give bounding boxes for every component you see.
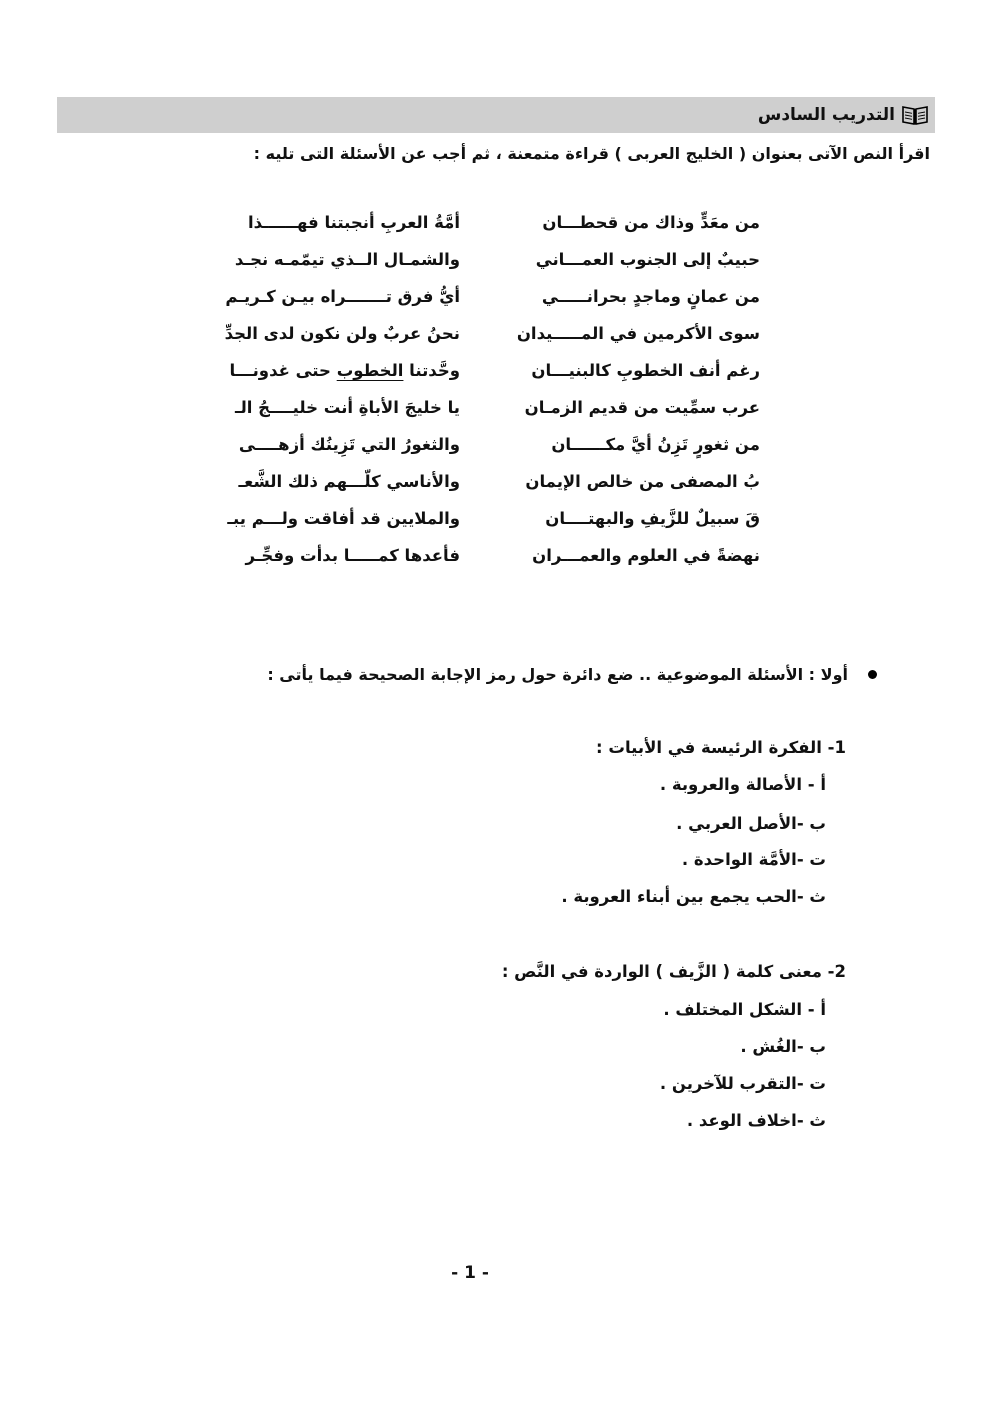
verse-second-hemistich: من معَدٍّ وذاك من قحطـــان: [542, 213, 760, 232]
verse-first-hemistich: والملايين قد أفاقت ولـــم يبـ: [227, 509, 460, 528]
question-1: 1- الفكرة الرئيسة في الأبيات :: [596, 738, 846, 757]
poem-verse: [0, 435, 992, 472]
verse-first-hemistich: والشمـال الــذي تيمّمـه نجـد: [234, 250, 460, 269]
bullet-icon: [868, 670, 877, 679]
poem-verse: [0, 472, 992, 509]
exercise-title: التدريب السادس: [757, 105, 895, 125]
answer-option[interactable]: ت -الأمَّة الواحدة .: [681, 850, 826, 869]
answer-option[interactable]: ث -الحب يجمع بين أبناء العروبة .: [561, 887, 826, 906]
verse-second-hemistich: من ثغورٍ تَزِنُ أيَّ مكــــــان: [551, 435, 760, 454]
answer-option[interactable]: ث -اخلاف الوعد .: [686, 1111, 826, 1130]
answer-option[interactable]: أ - الأصالة والعروبة .: [659, 775, 826, 794]
verse-second-hemistich: قَ سبيلٌ للزَّيفِ والبهتــــان: [545, 509, 760, 528]
poem-verse: [0, 361, 992, 398]
poem: [0, 213, 992, 583]
poem-verse: [0, 324, 992, 361]
answer-option[interactable]: ب -الأصل العربي .: [676, 814, 826, 833]
verse-text: وحَّدتنا: [403, 361, 460, 380]
verse-first-hemistich: فأعدها كمـــــا بدأت وفجِّـر: [245, 546, 460, 565]
verse-second-hemistich: من عمانٍ وماجدٍ بحرانـــــي: [541, 287, 760, 306]
poem-verse: [0, 398, 992, 435]
poem-verse: [0, 509, 992, 546]
verse-first-hemistich: [230, 361, 461, 380]
page-number: - 1 -: [451, 1263, 489, 1283]
poem-verse: [0, 250, 992, 287]
verse-second-hemistich: نهضةً في العلوم والعمـــران: [532, 546, 760, 565]
answer-option[interactable]: أ - الشكل المختلف .: [663, 1000, 826, 1019]
verse-second-hemistich: عرب سمِّيت من قديم الزمـان: [524, 398, 760, 417]
verse-second-hemistich: بُ المصفى من خالص الإيمان: [525, 472, 760, 491]
verse-first-hemistich: أمَّةُ العربِ أنجبتنا فهــــــذا: [248, 213, 460, 232]
answer-option[interactable]: ب -الغُش .: [740, 1037, 826, 1056]
section-heading-text: أولا : الأسئلة الموضوعية .. ضع دائرة حول رمز الإجابة الصحيحة فيما يأتى :: [267, 665, 848, 684]
book-icon: [901, 104, 929, 126]
reading-instruction: اقرأ النص الآتى بعنوان ( الخليج العربى ) قراءة متمعنة ، ثم أجب عن الأسئلة التى تليه :: [253, 144, 930, 163]
poem-verse: [0, 213, 992, 250]
verse-first-hemistich: والأناسي كلّـــهم ذلك الشَّعـ: [238, 472, 460, 491]
verse-second-hemistich: حبيبٌ إلى الجنوب العمـــاني: [535, 250, 760, 269]
verse-first-hemistich: نحنُ عربٌ ولن نكون لدى الجدِّ: [224, 324, 460, 343]
verse-first-hemistich: والثغورُ التي تَزِينُك أزهــــى: [238, 435, 460, 454]
poem-verse: [0, 287, 992, 324]
poem-verse: [0, 546, 992, 583]
question-2: 2- معنى كلمة ( الزَّيف ) الواردة في النَّص :: [501, 962, 846, 981]
verse-second-hemistich: رغم أنف الخطوبِ كالبنيـــان: [531, 361, 760, 380]
answer-option[interactable]: ت -التقرب للآخرين .: [659, 1074, 826, 1093]
objective-questions-heading: [267, 665, 877, 684]
verse-second-hemistich: سوى الأكرمين في المـــــيدان: [516, 324, 760, 343]
exercise-header-bar: [57, 97, 935, 133]
verse-first-hemistich: أيُّ فرق تـــــــراه بيـن كـريـم: [225, 287, 460, 306]
underlined-word: الخطوب: [336, 361, 404, 380]
verse-first-hemistich: يا خليجَ الأباةِ أنت خليــــجُ الـ: [234, 398, 460, 417]
verse-text: حتى غدونـــا: [229, 361, 337, 380]
